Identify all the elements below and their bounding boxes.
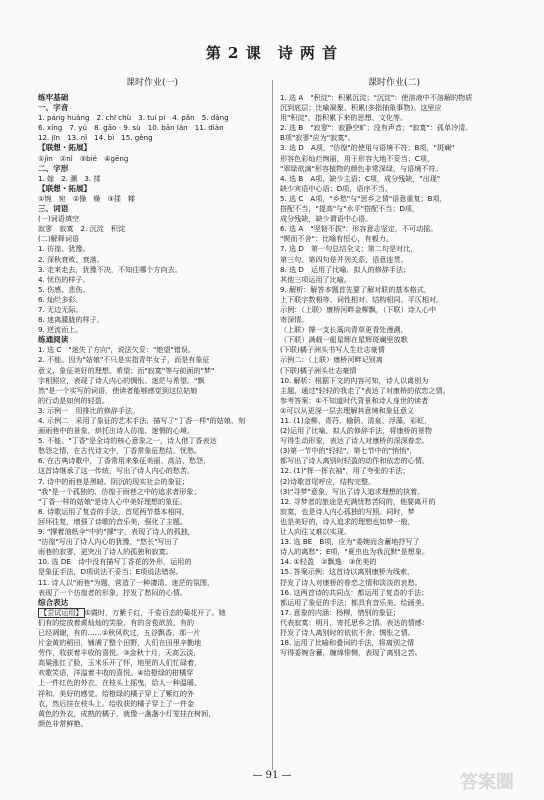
answer-line: 4. 忧伤的样子。 — [38, 274, 90, 284]
answer-line: ②可以从更深一层去理解其意境和象征意义 — [280, 405, 415, 415]
answer-line: 写得委婉含蓄，缠绵悱恻，表现了离别之苦。 — [280, 648, 422, 658]
answer-line: ①jìn ②nì ③bié ④gēng — [38, 153, 129, 163]
page-number: — 91 — — [252, 770, 292, 781]
answer-line: 寂寞，也是诗人内心孤独的写照。同时，梦 — [280, 506, 415, 516]
answer-line: 1. páng huáng 2. chī chù 3. tuí pí 4. pǎn 5. dàng — [38, 113, 229, 123]
answer-line: 3. 走来走去，犹豫不决，不知往哪个方向去。 — [38, 264, 182, 274]
answer-line: 也是美好的，诗人追求的理想也如梦一般， — [280, 516, 415, 526]
answer-line: (3)第一节中的"轻轻"、第七节中的"悄悄"， — [280, 446, 417, 456]
answer-line: 10. 解析：根据下文的内容可知，诗人以离别为 — [280, 375, 429, 385]
answer-line: 7. 无边无际。 — [38, 304, 83, 314]
section-heading: 练牢基础 — [38, 93, 69, 102]
answer-line: 18. 运用了比喻和叠词的手法，将离别之情 — [280, 638, 415, 648]
answer-line: 16. 这两首诗的共同点：都运用了复沓的手法； — [280, 587, 429, 597]
column-divider — [272, 80, 273, 770]
left-section-title: 课时作业(一) — [125, 78, 179, 88]
answer-line: 颜色非常鲜艳。 — [38, 718, 88, 728]
answer-line: 11. (1)金柳、青荇、榆荫、清泉、浮藻、彩虹， — [280, 416, 432, 425]
answer-line: (下联)橘子洲头壮志豪情 — [280, 365, 357, 375]
answer-line: 是象征手法，D项说法不妥当；E项说法错误。 — [38, 567, 183, 577]
answer-line: 表现了一个彷徨者的形象，抒发了愁闷的心情。 — [38, 587, 187, 597]
answer-line: （上联）撑一支长篙向青草更青处漫溯， — [280, 325, 408, 335]
watermark-logo: 答案圈 — [460, 772, 514, 793]
section-heading: 【联想・拓展】 — [38, 143, 92, 153]
answer-line: 成分残缺，缺少谓语中心语。 — [280, 214, 373, 224]
answer-line: (一)词语填空 — [38, 214, 80, 224]
answer-line: 抒发了诗人离别时的依依不舍、惆怅之情。 — [280, 627, 415, 637]
answer-line: "锲而不舍"：比喻有恒心，有毅力。 — [280, 234, 393, 244]
answer-line: 示例：（上联）康桥河畔金柳飘，（下联）诗人心中 — [280, 304, 437, 314]
answer-line: 意义，象征美好的理想、希望；而"寂寞"等与前面的"梦" — [38, 365, 215, 375]
answer-line: 1. 彷徨、犹豫。 — [38, 244, 90, 254]
answer-line: 回环往复，增强了诗歌的音乐美，强化了主题。 — [38, 516, 187, 526]
answer-line: 1. 选 A "积淀"：积累沉淀；"沉淀"：使溶液中不溶解的物质 — [280, 93, 473, 102]
answer-line: 12. (1)"挥一挥衣袖"，用了夸张的手法； — [280, 466, 410, 476]
answer-line: 15. 答案示例：这首诗以离别康桥为线索， — [280, 567, 415, 577]
answer-line: 5. 伤感、悲伤。 — [38, 284, 90, 294]
answer-line: 14. ①轻盈 ②飘逸 ③优美的 — [280, 557, 377, 567]
answer-line: 搭配不当，"提高"与"水平"搭配不当；D项， — [280, 204, 420, 214]
answer-line: 6. 选 A "坚韧不拔"：形容意志坚定，不可动摇。 — [280, 224, 438, 234]
right-section-title: 课时作业(二) — [367, 78, 421, 88]
answer-line: 【尝试运用】 ①霞时，万紫千红，千姿百态的菊花开了。她 — [40, 607, 226, 617]
answer-line: 高粱涨红了脸，玉米乐开了怀，地里的人们忙碌着， — [38, 658, 202, 668]
answer-line: 10. 选 DE 诗中没有描写丁香花的外形，运用的 — [38, 557, 192, 567]
right-column — [280, 76, 508, 770]
left-lines — [38, 93, 266, 729]
answer-line: 6. 在古典诗歌中，丁香常用来象征美丽、高洁、愁怨， — [38, 456, 211, 466]
answer-line: 2. 深秋衰败、衰落。 — [38, 254, 104, 264]
boxed-label: 【尝试运用】 — [40, 607, 83, 617]
answer-line: 2. 选 B "寂寥"：寂静空旷；没有声音；"寂寞"：孤单冷清。 — [280, 123, 473, 133]
answer-line: 8. 选 D 运用了比喻、拟人的修辞手法； — [280, 264, 411, 274]
left-column — [38, 76, 266, 770]
answer-line: ①惋 宛 ②操 燥 ③揉 糅 — [38, 193, 136, 203]
answer-line: 让人向往又难以实现。 — [280, 527, 351, 537]
answer-line: （下联）满载一船星辉在星辉斑斓里放歌 — [280, 335, 408, 345]
answer-line: 参考答案：①不知道时代背景和诗人身世的读者 — [280, 395, 429, 405]
answer-line: (2)诗歌首尾呼应，结构完整。 — [280, 476, 376, 486]
answer-line: 沉到底层；比喻凝聚、积累(多指抽象事物)。这里应 — [280, 103, 442, 113]
answer-line: 用"积淀"，指积累下来的思想、文化等。 — [280, 113, 408, 123]
answer-line: 6. 灿烂多彩。 — [38, 294, 83, 304]
right-lines — [280, 93, 508, 658]
answer-line: 9. "撑着油纸伞"中的"撑"字，表现了诗人的孤独， — [38, 527, 195, 537]
section-heading: 二、字形 — [38, 163, 69, 173]
answer-line: 示例二：（上联）康桥河畔记别离 — [280, 355, 383, 365]
answer-line: 7. 选 D 第一句总结全文；第二句是对比， — [280, 244, 418, 254]
answer-line: 缺少宾语中心语；D项，语序不当。 — [280, 183, 392, 193]
answer-line: 代表寂寞：明月，寄托思乡之情。表达的情感： — [280, 617, 429, 627]
answer-line: 9. 逆流而上。 — [38, 325, 83, 335]
answer-line: "翠绿欲滴"形容植物的颜色非常深绿，与语境不符。 — [280, 163, 443, 173]
answer-line: 雨巷的寂寥，更突出了诗人的孤独和寂寞。 — [38, 547, 173, 557]
answer-line: (下联)橘子洲头书写人生壮志豪情 — [280, 345, 385, 355]
answer-line: 画雨巷中的景象，烘托出诗人彷徨、迷惘的心境。 — [38, 426, 195, 436]
answer-line: 都运用了象征的手法；都具有音乐美、绘画美。 — [280, 597, 429, 607]
answer-line: 欢歌笑语，洋溢着丰收的喜悦。④给橙绿的柑橘穿 — [38, 668, 194, 678]
answer-line: B项"寂寥"应为"寂寞"。 — [280, 133, 355, 143]
answer-line: "我"是一个孤独的、彷徨于雨巷之中的追求者形象； — [38, 486, 201, 496]
answer-line: 1. 选 C "迷失了方向"，说法欠妥："绝望"错误。 — [38, 345, 195, 355]
section-heading: 【联想・拓展】 — [38, 183, 92, 193]
answer-line: 黄色的外衣，成熟的橘子，就像一盏盏小灯笼挂在树间， — [38, 708, 216, 718]
answer-line: 2. 不能。因为"姑娘"不只是实指青年女子，而是有象征 — [38, 355, 210, 365]
answer-line: 第三句、第四句是并列关系，语意连贯。 — [280, 254, 408, 264]
answer-line: 都写出了诗人离别时轻盈的动作和依恋的心情。 — [280, 456, 429, 466]
section-heading: 练通阅读 — [38, 335, 69, 345]
answer-line: 片金黄的稻田，铺满了整个田野，人们在田里辛勤地 — [38, 638, 202, 648]
answer-line: 寂寥 寂寞 2. 沉淀 积淀 — [38, 224, 126, 234]
answer-line: 11. 诗人以"雨巷"为题，营造了一种凄清、迷茫的氛围， — [38, 577, 215, 587]
answer-line: 上下联字数相等、词性相对、结构相同、平仄相对。 — [280, 294, 444, 304]
answer-line: 的行动是如何的轻盈。 — [38, 395, 109, 405]
answer-line: 上一件红色的外衣，在枝头上摇曳，给人一种温暖、 — [38, 678, 202, 688]
answer-line: 字相照应，表现了诗人内心的惆怅、迷茫与希望。"飘 — [38, 375, 205, 385]
answer-line: 6. xíng 7. yú 8. gāo 9. sù 10. bān lán 11. diàn — [38, 123, 224, 133]
answer-line: 衣，然后挂在枝头上。给收获的橘子穿上了一件金 — [38, 698, 195, 708]
answer-line: 4. 示例二 采用了象征的艺术手法，描写了"丁香一样"的姑娘，刻 — [38, 416, 246, 425]
answer-line: 已经凋谢，有的……②秋风吹过，五谷飘香，那一片 — [38, 627, 201, 637]
answer-line: 1. 嫁 2. 灏 3. 揉 — [38, 173, 101, 183]
lesson-title: 第 2 课 诗 两 首 — [205, 44, 339, 62]
answer-line: 形容色彩灿烂绚丽，用于形容大地不妥当；C项， — [280, 153, 434, 163]
answer-line: 这首诗继承了这一传统，写出了诗人内心的愁苦。 — [38, 466, 195, 476]
answer-line: 17. 意象的内涵：杨柳，惜别的象征； — [280, 607, 400, 617]
section-heading: 三、词语 — [38, 204, 69, 214]
answer-line: 祥和、美好的感觉。给橙绿的橘子穿上了紫红的外 — [38, 688, 195, 698]
section-heading: 一、字音 — [38, 103, 69, 113]
answer-line: 们有的绽放着黄灿灿的笑脸，有的含苞欲放，有的 — [38, 617, 195, 627]
answer-line: 3. 示例一 用排比的修辞手法。 — [38, 405, 140, 415]
answer-line: 7. 诗中的雨巷是黑暗、阴沉的现实社会的象征； — [38, 476, 189, 486]
answer-line: 9. 解析：解答本题首先要了解对联的基本格式， — [280, 284, 431, 294]
answer-line: 写得生动形象，表达了诗人对康桥的深深眷恋。 — [280, 436, 429, 446]
answer-line: 愁怨之情，在古代诗文中，丁香常象征愁结、忧愁。 — [38, 446, 202, 456]
answer-line: 8. 迷离朦胧的样子。 — [38, 315, 104, 325]
answer-line: 5. 不能。"丁香"是全诗的核心意象之一，诗人借丁香表达 — [38, 436, 217, 446]
answer-line: (二)解释词语 — [38, 234, 80, 244]
answer-line: 13. 选 BE B项，应为"委婉而含蓄地抒写了 — [280, 537, 420, 547]
answer-line: 抒发了诗人对康桥的眷恋之情和淡淡的哀愁。 — [280, 577, 422, 587]
answer-line: 主题，通过"轻轻的我走了"表达了对康桥的依恋之情。 — [280, 385, 450, 395]
answer-line: (3)"寻梦"意象，写出了诗人追求理想的执着。 — [280, 486, 425, 496]
answer-line: 然"是一个实写的词语，使读者能够感觉到这位姑娘 — [38, 385, 198, 395]
answer-line: 其他三项运用了比喻。 — [280, 274, 351, 284]
answer-line: (2)运用了比喻、拟人的修辞手法，将康桥的景物 — [280, 426, 432, 436]
answer-line: "丁香一样的姑娘"是诗人心中美好理想的象征。 — [38, 496, 187, 506]
answer-line: 5. 选 C A项，"乡愁"与"思乡之情"语意重复；B项， — [280, 193, 447, 203]
answer-line: 寄深情。 — [280, 315, 309, 325]
answer-line: 3. 选 D A项，"彷徨"的使用与语境不符；B项，"斑斓" — [280, 143, 455, 153]
answer-line: 8. 诗歌运用了复沓的手法，首尾两节基本相同， — [38, 506, 189, 516]
answer-line: 诗人的离愁"；E项，"夏虫也为我沉默"是想象。 — [280, 547, 430, 557]
section-heading: 综合表达 — [38, 597, 69, 607]
answer-line: 劳作，收获着丰收的喜悦。③金秋十月，天高云淡， — [38, 648, 201, 658]
answer-line: 12. 寻梦者的旅途是充满忧愁苦闷的，他要离开的 — [280, 496, 436, 506]
answer-line: 4. 选 B A项，缺少主语；C项，成分残缺，"出现" — [280, 173, 441, 183]
answer-line: "彷徨"写出了诗人内心的犹豫，"悠长"写出了 — [38, 537, 179, 547]
answer-line: 12. jīn 13. nǐ 14. bì 15. gèng — [38, 133, 153, 143]
